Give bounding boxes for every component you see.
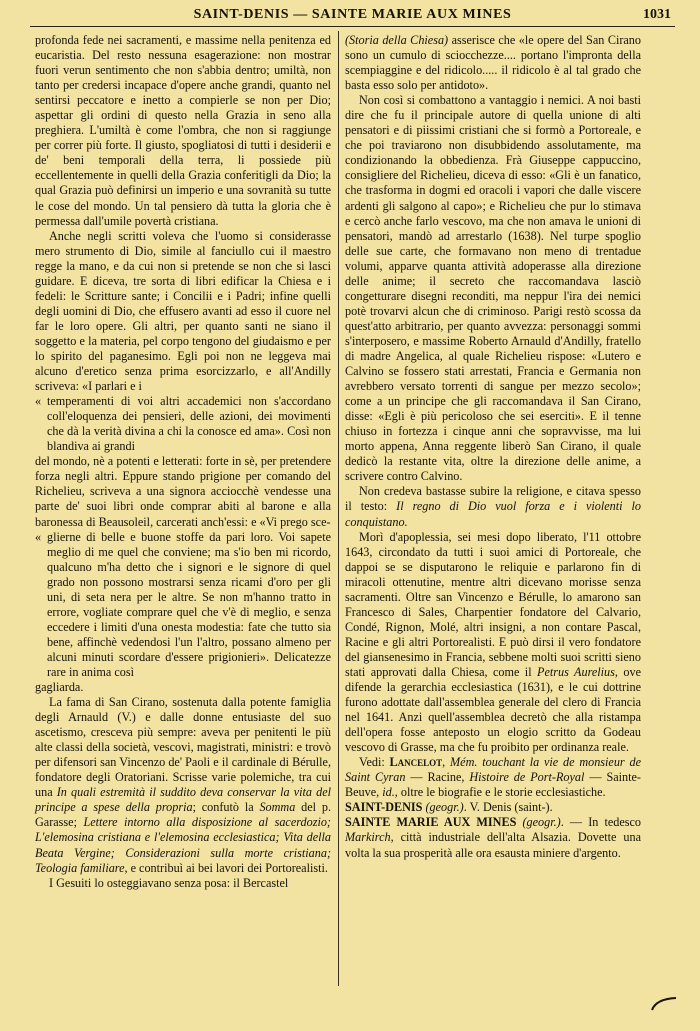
paragraph: del mondo, nè a potenti e letterati: forte in sè, per pretendere forza negli altri. Eppure stando prigione per comando del Richelieu, scriveva a una signora acciocchè vendesse una parte de' suoi libri onde comprar abiti al barone e alla baronessa di Beausoleil, carcerati anch'essi: e «Vi prego sce- — [35, 454, 331, 529]
references: Vedi: Lancelot, Mém. touchant la vie de monsieur de Saint Cyran — Racine, Histoire de Port-Royal — Sainte-Beuve, id., oltre le biografie e le storie ecclesiastiche. — [345, 755, 641, 800]
entry-headword: SAINT-DENIS — [345, 800, 423, 815]
column-divider — [338, 31, 339, 986]
work-title: Lettere intorno alla disposizione al sacerdozio; L'elemosina cristiana e l'elemosina ecclesiastica; Vita della Beata Vergine; Considerazioni sulla morte cristiana; Teologia familiare — [35, 815, 331, 875]
page-number: 1031 — [643, 7, 671, 22]
paragraph: La fama di San Cirano, sostenuta dalla potente famiglia degli Arnauld (V.) e dalle donne entusiaste del suo ascetismo, cresceva più sempre: aveva per penitenti le più alte classi della società, vescovi, magistrati, ministri: e trovò per difensori san Vincenzo de' Paoli e il cardinale di Bérulle, fondatore degli Oratoriani. Scrisse varie polemiche, tra cui una In quali estremità il suddito deva conservar la vita del principe a spese della propria; confutò la Somma del p. Garasse; Lettere intorno alla disposizione al sacerdozio; L'elemosina cristiana e l'elemosina ecclesiastica; Vita della Beata Vergine; Considerazioni sulla morte cristiana; Teologia familiare, e contribuì ai bei lavori dei Portorealisti. — [35, 695, 331, 875]
right-column — [345, 33, 641, 861]
paragraph: gagliarda. — [35, 680, 84, 695]
quotation: « temperamenti di voi altri accademici non s'accordano coll'eloquenza dei pensieri, delle azioni, dei movimenti che dà la verità divina a chi la conosce ed ama». Così non blandiva ai grandi — [35, 394, 331, 454]
page-header — [30, 4, 675, 27]
dictionary-entry: SAINTE MARIE AUX MINES (geogr.). — In tedesco Markirch, città industriale dell'alta Alsazia. Dovette una volta la sua prosperità alle ora esausta miniere d'argento. — [345, 815, 641, 860]
dictionary-entry: SAINT-DENIS (geogr.). V. Denis (saint-). — [345, 800, 553, 815]
work-title: Petrus Aurelius — [537, 664, 615, 679]
running-title: SAINT-DENIS — SAINTE MARIE AUX MINES — [193, 7, 512, 22]
paragraph: profonda fede nei sacramenti, e massime nella penitenza ed eucaristia. Del resto nessuna esagerazione: non mostrar fuori verun sentimento che non s'abbia dentro; umiltà, non tanto per credersi incapace d'opere anche grandi, quanto nel sentirsi peccatore e inetto a compierle se non per Dio; aspettar gli ordini di questo nella Grazia in seno alla preghiera. L'umiltà è come l'ombra, che non si raggiunge per correr più forte. Il giusto, spogliatosi di tutti i desiderii e de' beni temporali della terra, li possiede più eccellentemente in quelli della Grazia conferitigli da Dio; la qual Grazia può definirsi un imperio e una sovranità su tutte le cose del mondo. Un tal pensiero dà tutta la gloria che è permessa dall'umile povertà cristiana. — [35, 33, 331, 228]
paragraph: (Storia della Chiesa) asserisce che «le opere del San Cirano sono un cumulo di sciocchezze.... portano l'impronta della scempiaggine e del ridicolo..... il ridicolo è al tal grado che basta esso solo per antidoto». — [345, 33, 641, 93]
paragraph: I Gesuiti lo osteggiavano senza posa: il Bercastel — [49, 875, 289, 890]
paragraph: Non credeva bastasse subire la religione, e citava spesso il testo: Il regno di Dio vuol forza e i violenti lo conquistano. — [345, 484, 641, 529]
paragraph: Non così si combattono a vantaggio i nemici. A noi basti dire che fu il principale autore di quella unione di alti pensatori e di piissimi cristiani che si formò a Portoreale, e che poi traviarono non disubbidendo assolutamente, ma condizionando la obbedienza. Frà Giuseppe cappuccino, consigliere del Richelieu, diceva di esso: «Gli è un fanatico, che trasforma in dogmi ed oracoli i vapori che dalle viscere ardenti gli salgono al capo»; e Richelieu che pur lo stimava e cercò anche farlo vescovo, ma che non amava le unioni di pensatori, mandò ad arrestarlo (1638). Nel turpe spoglio delle sue carte, che formavano non meno di trentadue volumi, apparve quanta attività adoperasse alla direzione delle anime; il secreto che raccomandava lasciò congetturare disegni reconditi, ma neppur l'ira dei nemici potè trovarvi alcun che di criminoso. Parigi restò scossa da quest'atto arbitrario, per quanto avvezza: personaggi sommi s'interposero, e massime Roberto Arnauld d'Andilly, fratello di madre Angelica, al quale Richelieu rispose: «Lutero e Calvino se fossero stati arrestati, Francia e Germania non avrebbero versato torrenti di sangue per mezzo secolo»; come a un principe che gli raccomandava il San Cirano, disse: «Egli è più pericoloso che sei eserciti». E il tenne chiuso in fortezza i cinque anni che sopravvisse, ma lui morto appena, Anna reggente liberò San Cirano, il quale dedicò la restante vita, oltre la direzione delle anime, a scrivere contro Calvino. — [345, 93, 641, 484]
work-title: Somma — [259, 800, 296, 815]
entry-headword: SAINTE MARIE AUX MINES — [345, 815, 517, 830]
author-name: Lancelot — [389, 755, 443, 770]
paragraph: Morì d'apoplessia, sei mesi dopo liberato, l'11 ottobre 1643, circondato da tutti i suoi amici di Portoreale, che dappoi se se disputarono le reliquie e parlarono fin di miracoli ottenutine, mentre altri dicevano morisse senza sacramenti. Oltre san Vincenzo e Bérulle, lo amarono san Francesco di Sales, Charpentier fondatore del Calvario, Condé, Rignon, Molé, altri insigni, a non contare Pascal, Racine e gli altri Portorealisti. E può dirsi il vero fondatore del giansenesimo in Francia, sebbene molti suoi scritti sieno stati approvati dalla Chiesa, come il Petrus Aurelius, ove difende la gerarchia ecclesiastica (1631), e le cui dottrine furono adottate dall'assemblea generale del clero di Francia nel 1641. Anzi quell'assemblea decretò che alla ristampa dell'opera fosse anteposto un elogio scritto da Godeau vescovo di Grasse, ma che fu proibito per ordinanza reale. — [345, 529, 641, 755]
work-title: In quali estremità il suddito deva conservar la vita del principe a spese della propria — [35, 785, 331, 815]
work-title: Histoire de Port-Royal — [469, 770, 585, 785]
quoted-text: Il regno di Dio vuol forza e i violenti lo conquistano. — [345, 499, 641, 529]
work-title: Mém. touchant la vie de monsieur de Saint Cyran — [345, 755, 641, 785]
quotation: « glierne di belle e buone stoffe da pari loro. Voi sapete meglio di me quel che conviene; ma s'io ben mi ricordo, qualcuno m'ha detto che i signori e le signore di quel grado non possono mostrarsi senza ricami d'oro per gli uni, di seta nera per le altre. Se non m'hanno tratto in errore, vogliate comprare quel che v'è di meglio, e senza eccedere i limiti d'una onesta modestia: fate che tutto sia bene, affinchè vedendosi l'un l'altro, possano almeno per alcuni minuti scordare d'essere prigionieri». Delicatezze rare in anima così — [35, 530, 331, 680]
corner-mark-icon — [650, 996, 678, 1012]
left-column — [35, 33, 331, 891]
paragraph: Anche negli scritti voleva che l'uomo si considerasse mero strumento di Dio, simile al fanciullo cui il maestro regge la mano, e da cui non si pretende se non che si lasci guidare. E diceva, tre sorta di libri edificar la Chiesa e i fedeli: le Scritture sante; i Concilii e i Padri; infine quelli degli uomini di Dio, che effusero avanti ad esso il cuore nel far le loro opere. Gli altri, per quanto santi ne siano il soggetto e la materia, pel corpo tengono del giudaismo e per lo spirito del paganesimo. Egli poi non ne leggeva mai alcuno d'eretico senza prima esorcizzarlo, e all'Andilly scriveva: «I parlari e i — [35, 228, 331, 394]
work-title: (Storia della Chiesa) — [345, 33, 449, 47]
